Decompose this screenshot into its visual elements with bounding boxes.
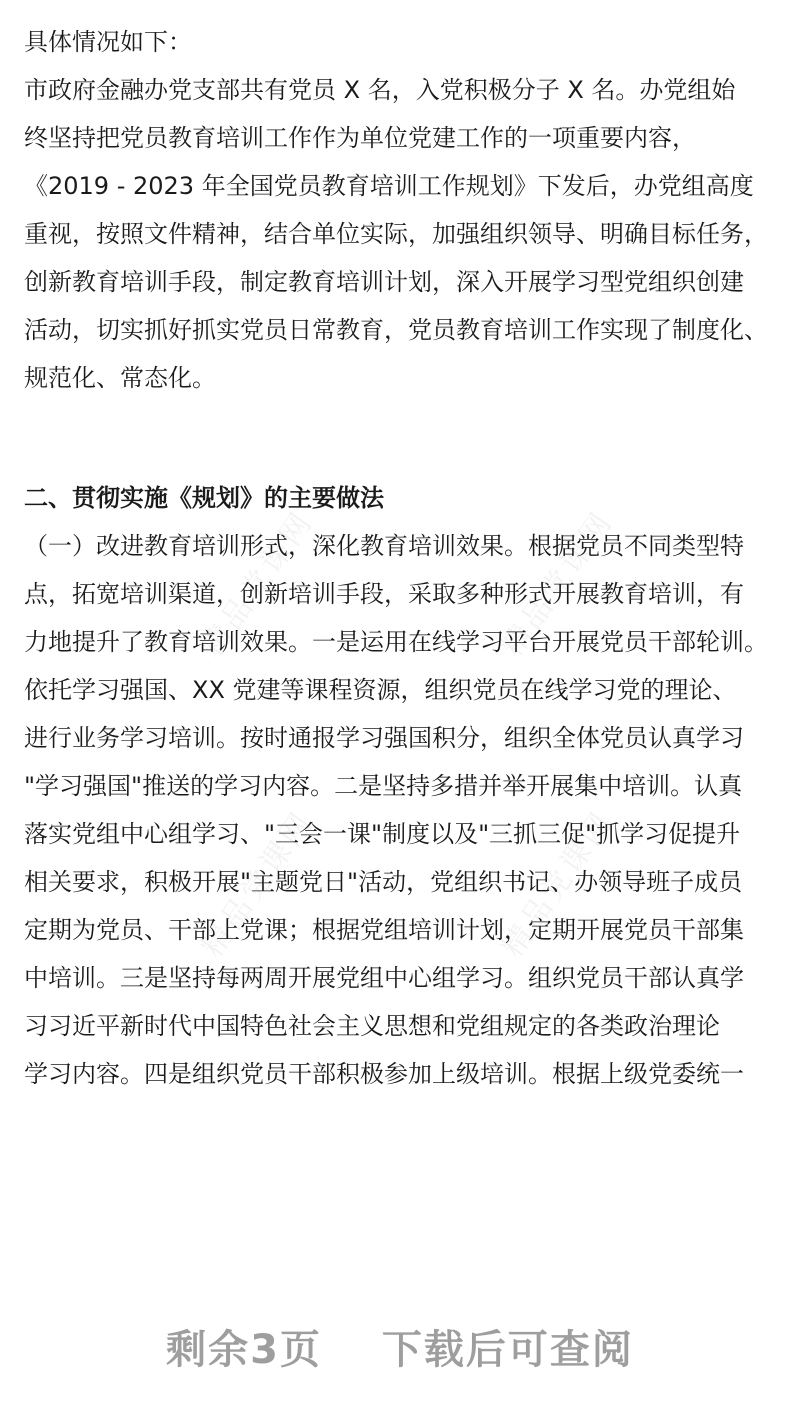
document-body [24, 18, 784, 1098]
download-hint-label: 下载后可查阅 [381, 1327, 634, 1373]
text-line: 重视，按照文件精神，结合单位实际，加强组织领导、明确目标任务， [24, 220, 768, 248]
watermark: 精品党课网 [494, 804, 621, 964]
text-line: 落实党组中心组学习、"三会一课"制度以及"三抓三促"抓学习促提升 [24, 820, 741, 848]
body-paragraph [24, 522, 784, 1098]
watermark: 精品党课网 [494, 504, 621, 664]
intro-paragraph [24, 18, 784, 402]
remaining-pages-label: 剩余3页 [166, 1327, 322, 1373]
text-line: 创新教育培训手段，制定教育培训计划，深入开展学习型党组织创建 [24, 268, 744, 296]
watermark: 精品党课网 [194, 804, 321, 964]
text-line: 定期为党员、干部上党课；根据党组培训计划，定期开展党员干部集 [24, 916, 744, 944]
section-heading: 二、贯彻实施《规划》的主要做法 [24, 484, 384, 512]
text-line: 活动，切实抓好抓实党员日常教育，党员教育培训工作实现了制度化、 [24, 316, 768, 344]
text-line: 中培训。三是坚持每两周开展党组中心组学习。组织党员干部认真学 [24, 964, 744, 992]
watermark: 精品党课网 [194, 504, 321, 664]
text-line: 具体情况如下： [24, 28, 192, 56]
text-line: 习习近平新时代中国特色社会主义思想和党组规定的各类政治理论 [24, 1012, 720, 1040]
text-line: 市政府金融办党支部共有党员 X 名，入党积极分子 X 名。办党组始 [24, 76, 736, 104]
text-line: 终坚持把党员教育培训工作作为单位党建工作的一项重要内容， [24, 124, 696, 152]
text-line: "学习强国"推送的学习内容。二是坚持多措并举开展集中培训。认真 [24, 772, 743, 800]
text-line: 点，拓宽培训渠道，创新培训手段，采取多种形式开展教育培训，有 [24, 580, 744, 608]
text-line: 进行业务学习培训。按时通报学习强国积分，组织全体党员认真学习 [24, 724, 744, 752]
text-line: 力地提升了教育培训效果。一是运用在线学习平台开展党员干部轮训。 [24, 628, 768, 656]
text-line: （一）改进教育培训形式，深化教育培训效果。根据党员不同类型特 [24, 532, 744, 560]
text-line: 学习内容。四是组织党员干部积极参加上级培训。根据上级党委统一 [24, 1060, 744, 1088]
text-line: 《2019 - 2023 年全国党员教育培训工作规划》下发后，办党组高度 [24, 172, 754, 200]
text-line: 相关要求，积极开展"主题党日"活动，党组织书记、办领导班子成员 [24, 868, 743, 896]
download-prompt[interactable] [0, 1318, 800, 1375]
text-line: 规范化、常态化。 [24, 364, 216, 392]
text-line: 依托学习强国、XX 党建等课程资源，组织党员在线学习党的理论、 [24, 676, 737, 704]
